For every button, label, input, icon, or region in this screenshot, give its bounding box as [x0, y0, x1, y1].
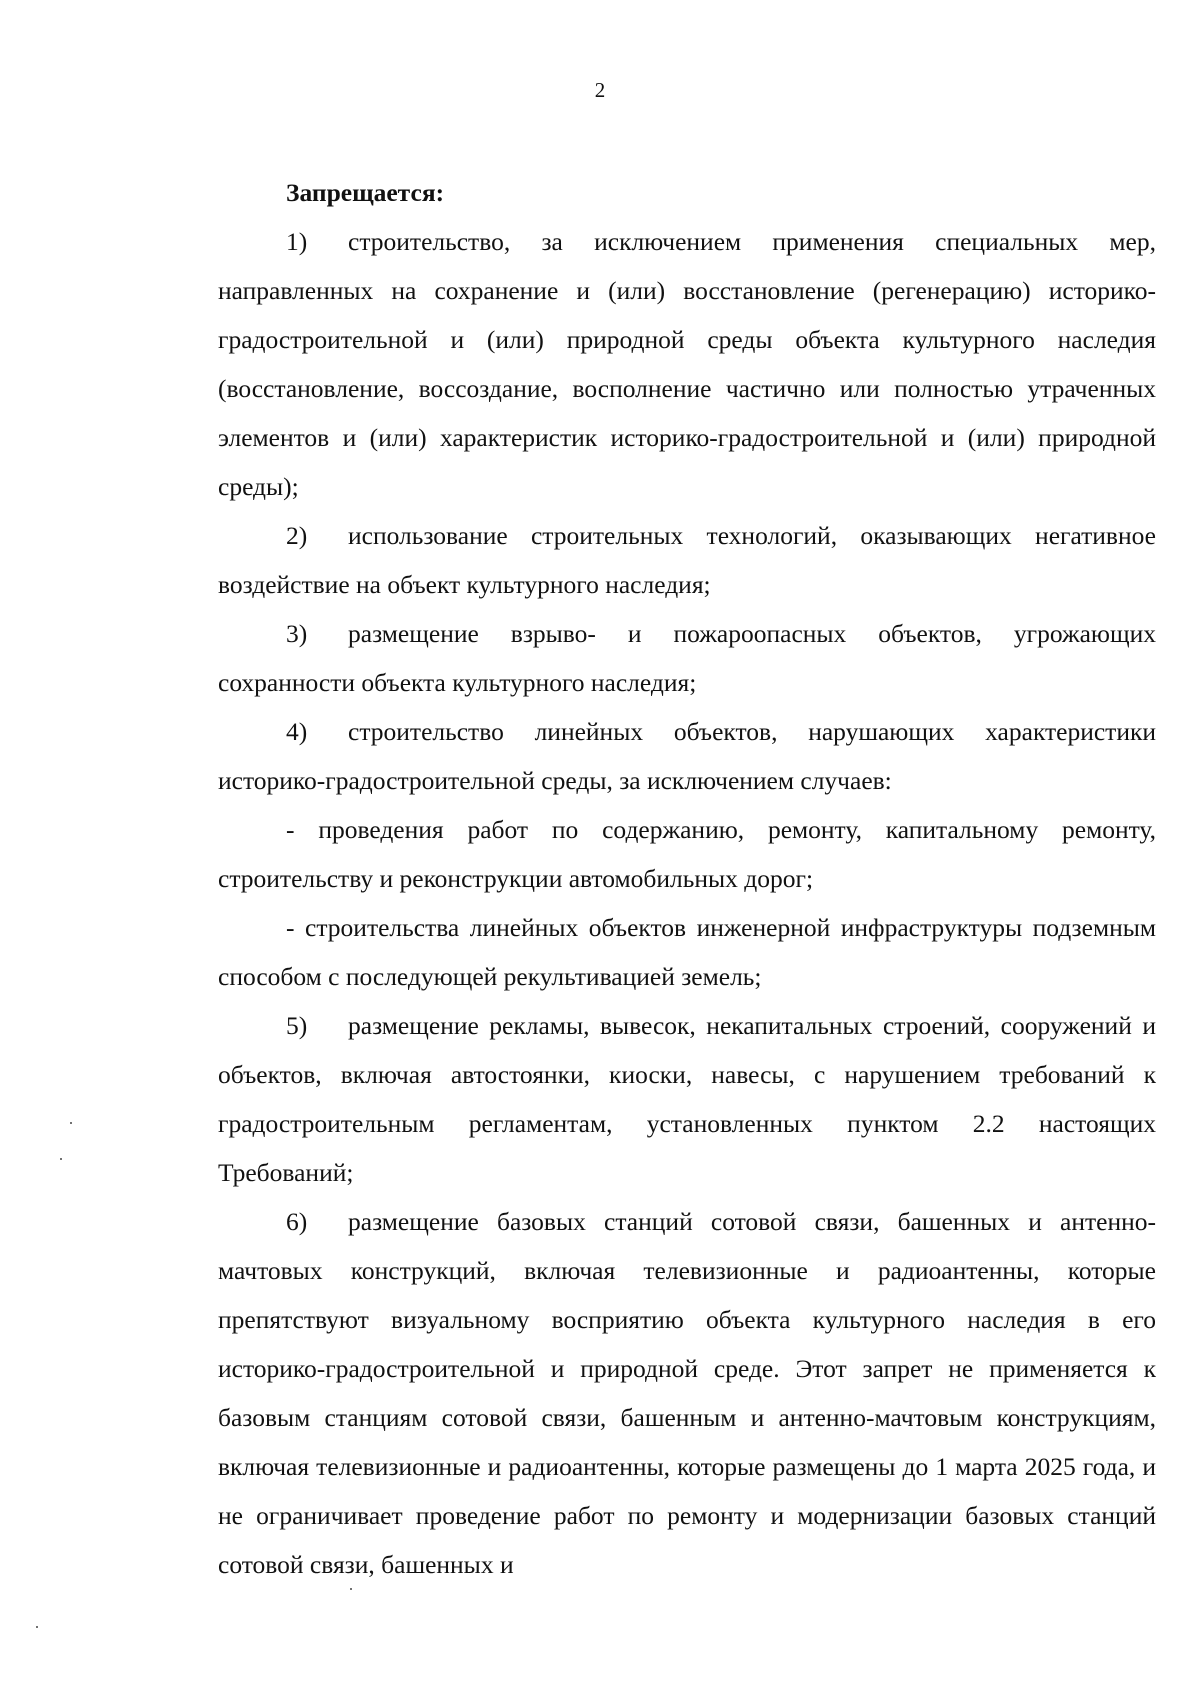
scan-speck: [60, 1158, 62, 1160]
item-text: использование строительных технологий, оказывающих негативное воздействие на объект культурного наследия;: [218, 521, 1156, 599]
page-number: 2: [594, 78, 606, 102]
list-item-6: [218, 1197, 1156, 1589]
scan-speck: [350, 1588, 352, 1590]
item-number: 3): [286, 619, 308, 648]
item-text: строительство линейных объектов, нарушающих характеристики историко-градостроительной среды, за исключением случаев:: [218, 717, 1156, 795]
section-heading: Запрещается:: [286, 178, 445, 207]
item-text: - строительства линейных объектов инженерной инфраструктуры подземным способом с последующей рекультивацией земель;: [218, 913, 1156, 991]
item-number: 4): [286, 717, 308, 746]
list-item-2: [218, 511, 1156, 609]
sub-item-roads: [218, 805, 1156, 903]
list-item-3: [218, 609, 1156, 707]
list-item-4: [218, 707, 1156, 805]
item-text: - проведения работ по содержанию, ремонту, капитальному ремонту, строительству и реконструкции автомобильных дорог;: [218, 815, 1156, 893]
sub-item-underground: [218, 903, 1156, 1001]
item-number: 6): [286, 1207, 308, 1236]
scan-speck: [70, 1122, 72, 1124]
item-text: размещение взрыво- и пожароопасных объектов, угрожающих сохранности объекта культурного наследия;: [218, 619, 1156, 697]
scan-speck: [36, 1626, 38, 1628]
item-text: размещение базовых станций сотовой связи, башенных и антенно-мачтовых конструкций, включая телевизионные и радиоантенны, которые препятствуют визуальному восприятию объекта культурного наследия в его историко-градостроительной и природной среде. Этот запрет не применяется к базовым станциям сотовой связи, башенным и антенно-мачтовым конструкциям, включая телевизионные и радиоантенны, которые размещены до 1 марта 2025 года, и не ограничивает проведение работ по ремонту и модернизации базовых станций сотовой связи, башенных и: [218, 1207, 1156, 1579]
document-body: [218, 168, 1156, 1589]
list-item-5: [218, 1001, 1156, 1197]
item-number: 2): [286, 521, 308, 550]
list-item-1: [218, 217, 1156, 511]
item-number: 1): [286, 227, 308, 256]
item-text: размещение рекламы, вывесок, некапитальных строений, сооружений и объектов, включая автостоянки, киоски, навесы, с нарушением требований к градостроительным регламентам, установленных пунктом 2.2 настоящих Требований;: [218, 1011, 1156, 1187]
item-number: 5): [286, 1011, 308, 1040]
item-text: строительство, за исключением применения специальных мер, направленных на сохранение и (или) восстановление (регенерацию) историко-градостроительной и (или) природной среды объекта культурного наследия (восстановление, воссоздание, восполнение частично или полностью утраченных элементов и (или) характеристик историко-градостроительной и (или) природной среды);: [218, 227, 1156, 501]
